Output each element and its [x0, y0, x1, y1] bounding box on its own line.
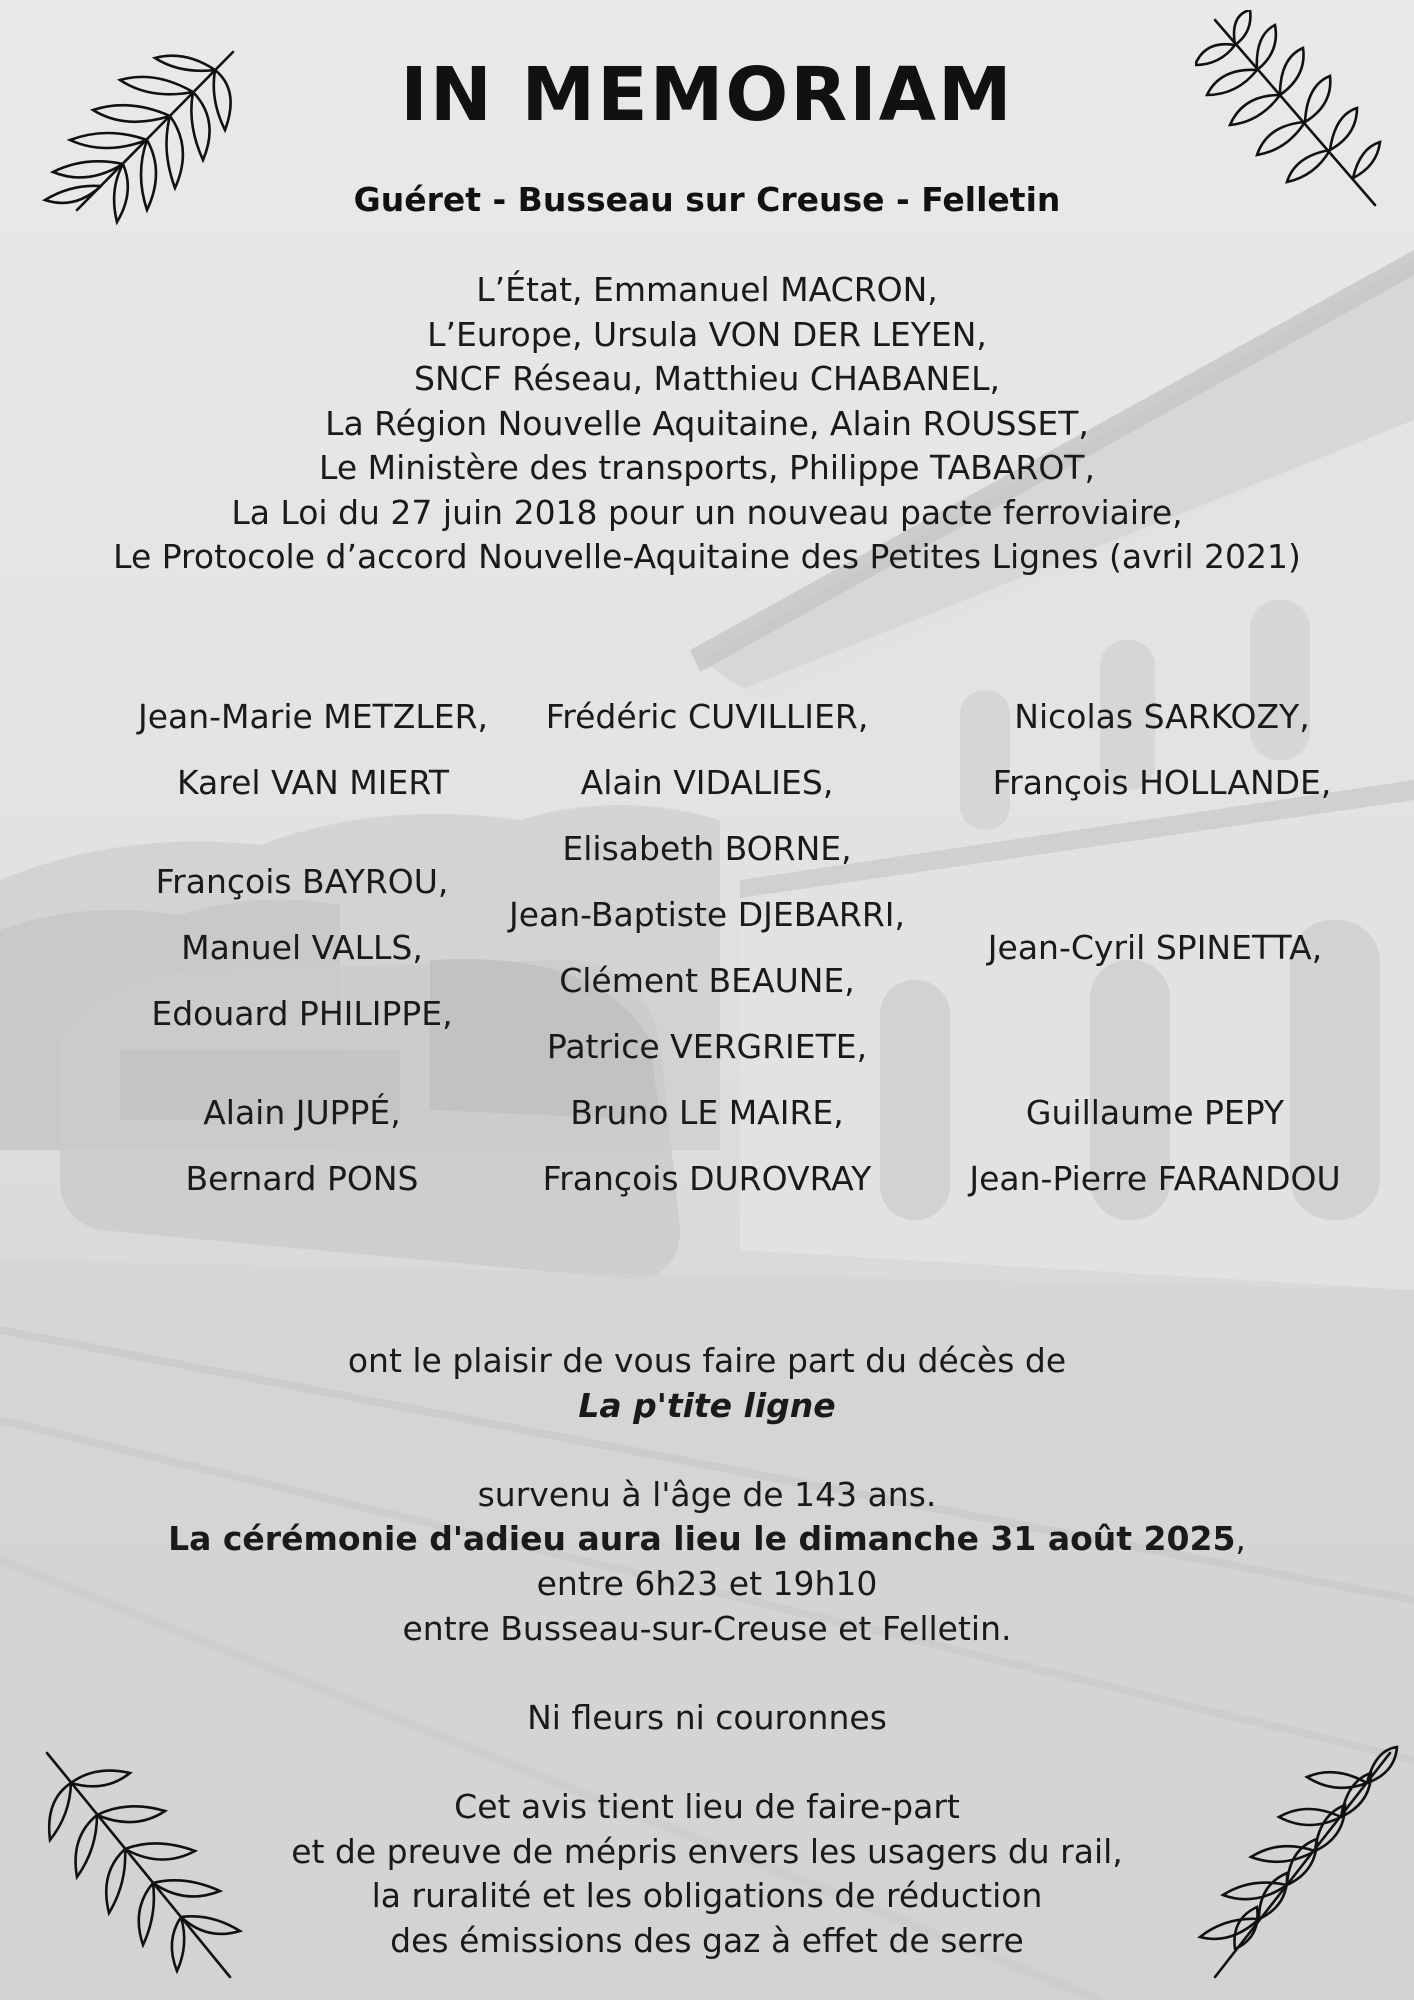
no-flowers-line: Ni fleurs ni couronnes [527, 1698, 887, 1737]
name-right-4: Guillaume PEPY [1025, 1093, 1285, 1132]
authority-item: La Région Nouvelle Aquitaine, Alain ROUSSET, [325, 403, 1089, 443]
authority-item: La Loi du 27 juin 2018 pour un nouveau pacte ferroviaire, [231, 492, 1183, 532]
name-center-8: François DUROVRAY [542, 1159, 872, 1198]
ceremony-place: entre Busseau-sur-Creuse et Felletin. [402, 1609, 1012, 1648]
ceremony-time: entre 6h23 et 19h10 [536, 1564, 878, 1603]
name-center-4: Jean-Baptiste DJEBARRI, [508, 895, 906, 934]
authority-item: Le Ministère des transports, Philippe TABAROT, [319, 448, 1095, 487]
name-center-1: Frédéric CUVILLIER, [545, 697, 869, 736]
name-center-2: Alain VIDALIES, [580, 763, 834, 802]
name-center-7: Bruno LE MAIRE, [570, 1093, 844, 1132]
ceremony-date: La cérémonie d'adieu aura lieu le dimanche 31 août 2025 [168, 1519, 1236, 1558]
name-left-1: Jean-Marie METZLER, [137, 697, 489, 736]
authority-item: SNCF Réseau, Matthieu CHABANEL, [414, 359, 1000, 398]
notice-line: et de preuve de mépris envers les usagers du rail, [291, 1832, 1123, 1871]
ceremony-comma: , [1235, 1519, 1246, 1558]
name-left-2: Karel VAN MIERT [176, 763, 450, 802]
page-title: IN MEMORIAM [400, 52, 1014, 138]
authority-item: L’Europe, Ursula VON DER LEYEN, [427, 314, 987, 354]
notice-line: Cet avis tient lieu de faire-part [454, 1787, 960, 1826]
notice-line: la ruralité et les obligations de réduction [371, 1876, 1043, 1915]
name-left-4: Manuel VALLS, [181, 928, 423, 967]
name-left-6: Alain JUPPÉ, [203, 1093, 401, 1132]
route-subtitle: Guéret - Busseau sur Creuse - Felletin [353, 180, 1061, 219]
name-left-5: Edouard PHILIPPE, [151, 994, 453, 1033]
age-line: survenu à l'âge de 143 ans. [477, 1475, 937, 1514]
name-center-6: Patrice VERGRIETE, [546, 1027, 868, 1066]
authorities-list [40, 268, 1374, 580]
deceased-name: La p'tite ligne [578, 1386, 836, 1425]
ceremony-line [0, 1516, 1414, 1561]
name-center-5: Clément BEAUNE, [559, 961, 855, 1000]
name-right-1: Nicolas SARKOZY, [1014, 697, 1310, 736]
name-left-7: Bernard PONS [185, 1159, 419, 1198]
authority-item: L’État, Emmanuel MACRON, [476, 270, 938, 309]
name-right-5: Jean-Pierre FARANDOU [969, 1159, 1341, 1198]
authority-item: Le Protocole d’accord Nouvelle-Aquitaine des Petites Lignes (avril 2021) [113, 537, 1301, 576]
name-right-2: François HOLLANDE, [992, 763, 1332, 802]
notice-line: des émissions des gaz à effet de serre [390, 1921, 1024, 1960]
name-left-3: François BAYROU, [155, 862, 449, 901]
name-right-3: Jean-Cyril SPINETTA, [987, 928, 1323, 967]
announcement-line: ont le plaisir de vous faire part du décès de [347, 1341, 1067, 1380]
name-center-3: Elisabeth BORNE, [562, 829, 852, 868]
